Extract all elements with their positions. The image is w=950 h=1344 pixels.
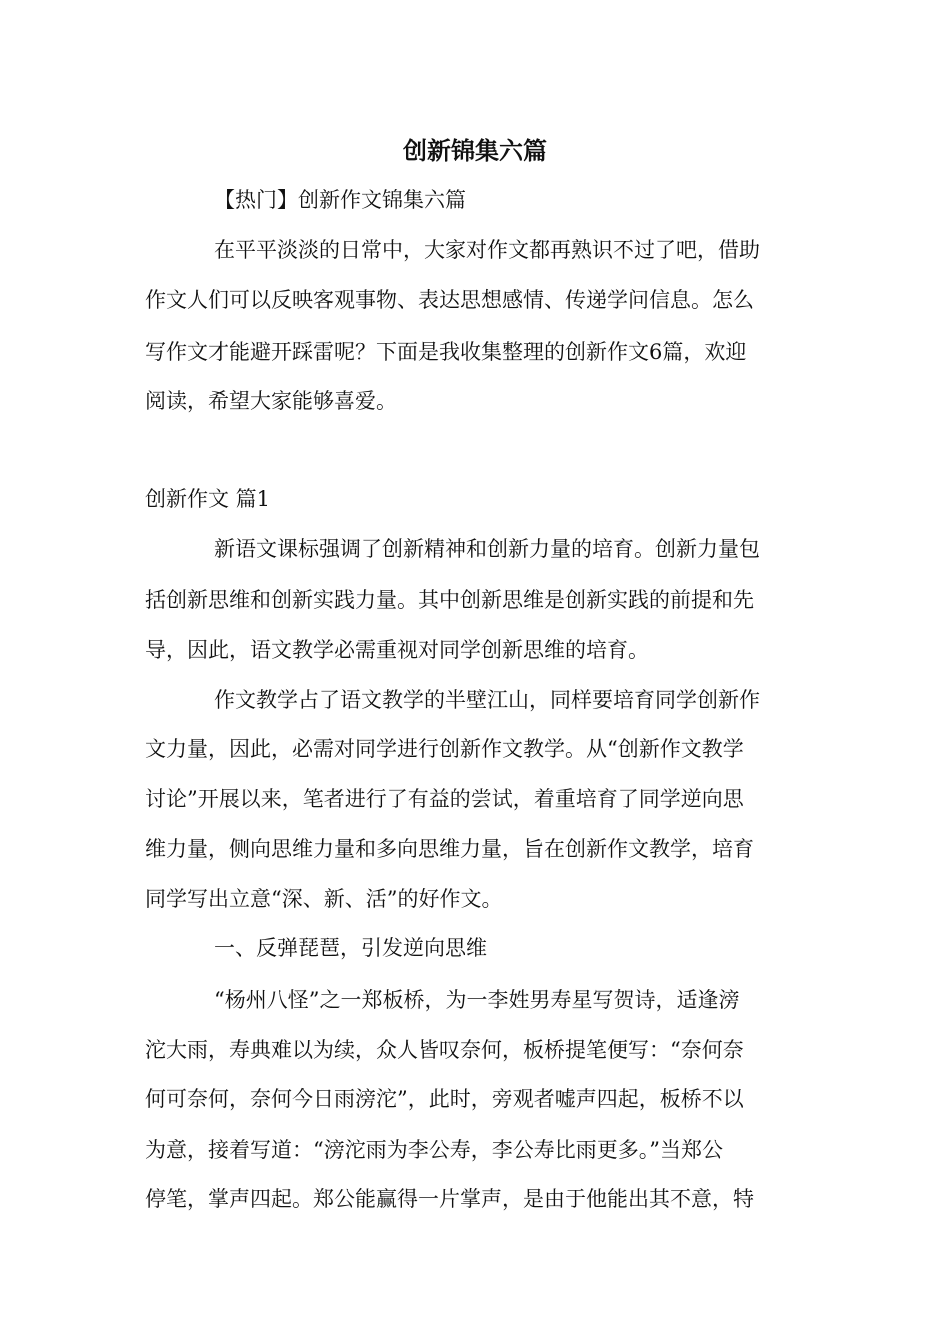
intro-line-1: 在平平淡淡的日常中，大家对作文都再熟识不过了吧，借助 <box>214 238 760 262</box>
para2-line-2: 文力量，因此，必需对同学进行创新作文教学。从“创新作文教学 <box>145 737 744 761</box>
para1-line-3: 导，因此，语文教学必需重视对同学创新思维的培育。 <box>145 638 649 662</box>
para1-line-1: 新语文课标强调了创新精神和创新力量的培育。创新力量包 <box>214 537 760 561</box>
section-heading: 创新作文 篇1 <box>145 487 271 511</box>
para2-line-5: 同学写出立意“深、新、活”的好作文。 <box>145 887 503 911</box>
document-subtitle: 【热门】创新作文锦集六篇 <box>214 188 466 212</box>
para3-line-3: 何可奈何，奈何今日雨滂沱”，此时，旁观者嘘声四起，板桥不以 <box>145 1087 744 1111</box>
para3-line-2: 沱大雨，寿典难以为续，众人皆叹奈何，板桥提笔便写：“奈何奈 <box>145 1038 744 1062</box>
para3-line-5: 停笔，掌声四起。郑公能赢得一片掌声，是由于他能出其不意，特 <box>145 1187 754 1211</box>
para2-line-1: 作文教学占了语文教学的半壁江山，同样要培育同学创新作 <box>214 688 760 712</box>
intro-line-2: 作文人们可以反映客观事物、表达思想感情、传递学问信息。怎么 <box>145 288 754 312</box>
para1-line-2: 括创新思维和创新实践力量。其中创新思维是创新实践的前提和先 <box>145 588 754 612</box>
para3-line-4: 为意，接着写道：“滂沱雨为李公寿，李公寿比雨更多。”当郑公 <box>145 1138 723 1162</box>
para2-line-3: 讨论”开展以来，笔者进行了有益的尝试，着重培育了同学逆向思 <box>145 787 744 811</box>
document-title: 创新锦集六篇 <box>403 136 547 165</box>
para2-line-4: 维力量，侧向思维力量和多向思维力量，旨在创新作文教学，培育 <box>145 837 754 861</box>
intro-line-4: 阅读，希望大家能够喜爱。 <box>145 389 397 413</box>
intro-line-3: 写作文才能避开踩雷呢？下面是我收集整理的创新作文6篇，欢迎 <box>145 340 747 364</box>
subheading: 一、反弹琵琶，引发逆向思维 <box>214 936 487 960</box>
para3-line-1: “杨州八怪”之一郑板桥，为一李姓男寿星写贺诗，适逢滂 <box>214 988 740 1012</box>
